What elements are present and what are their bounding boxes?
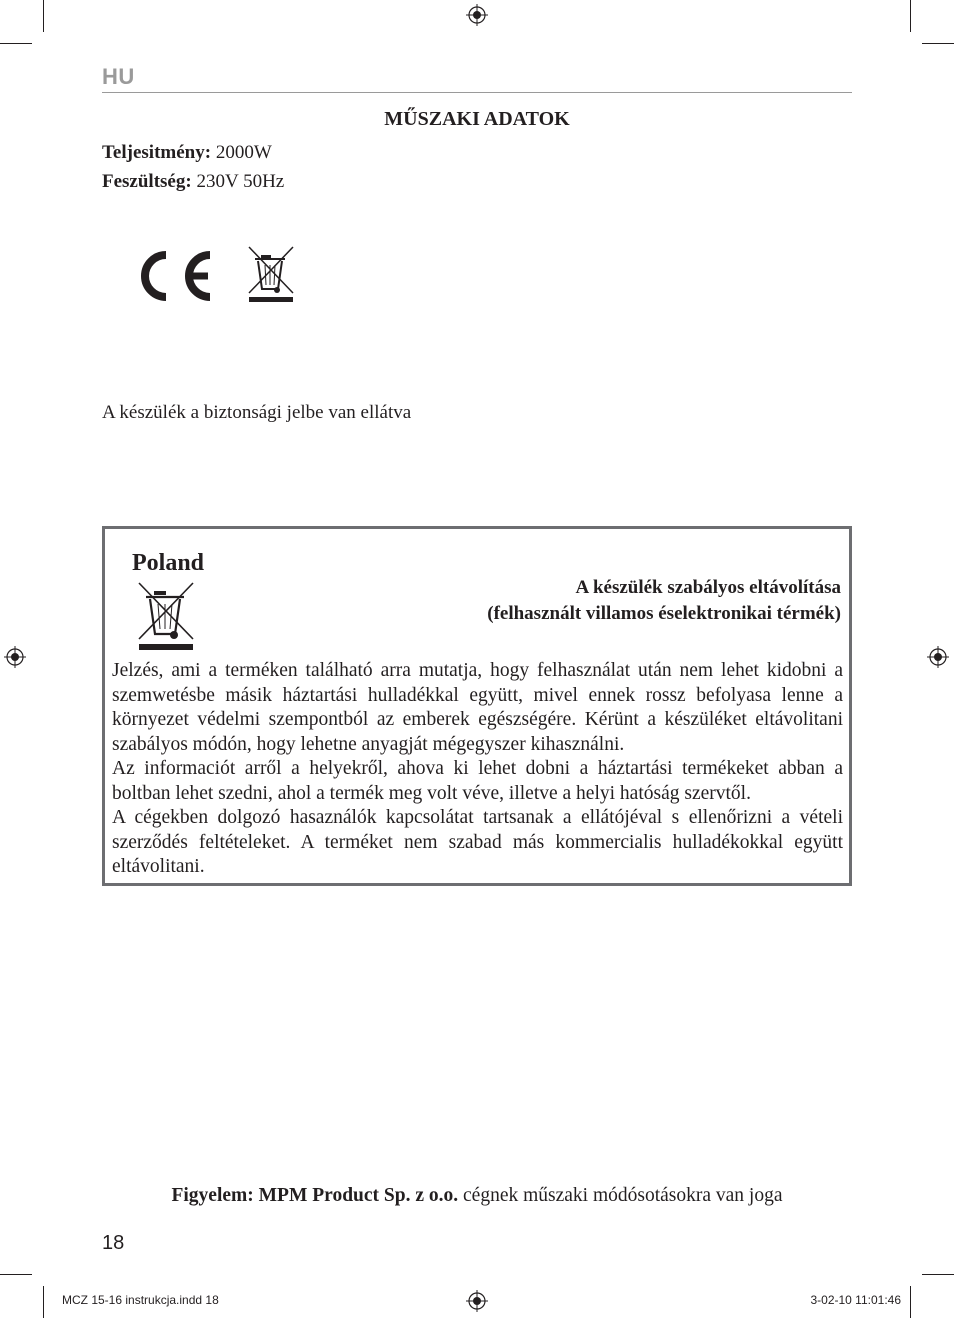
section-title: MŰSZAKI ADATOK	[384, 108, 570, 130]
crop-mark	[910, 0, 911, 32]
weee-bin-icon	[247, 245, 295, 303]
crop-mark	[922, 43, 954, 44]
ce-mark-icon	[132, 247, 218, 305]
spec-voltage	[102, 171, 284, 193]
weee-bin-icon	[137, 581, 195, 651]
safety-statement: A készülék a biztonsági jelbe van ellátva	[102, 402, 412, 423]
spec-label: Teljesitmény:	[102, 142, 212, 163]
country-label: Poland	[132, 550, 205, 576]
crop-mark	[0, 43, 32, 44]
language-code: HU	[102, 64, 135, 89]
disposal-body	[112, 659, 843, 880]
disposal-heading-line1: A készülék szabályos eltávolítása	[575, 577, 841, 598]
crop-mark	[43, 0, 44, 32]
notice-text: cégnek műszaki módósotásokra van joga	[458, 1185, 783, 1206]
crop-mark	[910, 1286, 911, 1318]
spec-power	[102, 142, 272, 164]
crop-mark	[43, 1286, 44, 1318]
spec-value: 2000W	[211, 142, 272, 163]
registration-mark-icon	[927, 646, 949, 668]
spec-value: 230V 50Hz	[191, 171, 285, 192]
header-rule	[102, 92, 852, 93]
crop-mark	[0, 1274, 32, 1275]
print-slug-timestamp: 3-02-10 11:01:46	[810, 1293, 901, 1307]
disposal-info-box	[102, 526, 852, 886]
registration-mark-icon	[4, 646, 26, 668]
registration-mark-icon	[466, 4, 488, 26]
manufacturer-notice	[0, 1185, 954, 1207]
disposal-paragraph: A cégekben dolgozó hasaználók kapcsolátat tartsanak a ellátójéval s ellenőrizni a vételi szerződés feltételeket. A terméket nem szabad más kommercialis hulladékokkal együtt eltávolitani.	[112, 807, 843, 877]
page-number: 18	[102, 1232, 125, 1254]
disposal-heading-line2: (felhasznált villamos éselektronikai térmék)	[487, 603, 841, 624]
crop-mark	[922, 1274, 954, 1275]
spec-label: Feszültség:	[102, 171, 192, 192]
disposal-paragraph: Az informaciót arről a helyekről, ahova ki lehet dobni a háztartási termékeket abban a boltban lehet szedni, ahol a termék meg volt véve, illetve a helyi hatóság szervtől.	[112, 758, 843, 804]
print-slug-filename: MCZ 15-16 instrukcja.indd 18	[62, 1293, 219, 1307]
disposal-heading	[487, 575, 841, 627]
registration-mark-icon	[466, 1290, 488, 1312]
disposal-paragraph: Jelzés, ami a terméken található arra mutatja, hogy felhasználat után nem lehet kidobni a szemwetésbe másik háztartási hulladékkal együtt, mivel ennek rossz befolyasa lenne a környezet védelmi szempontból az emberek egészségére. Kérünt a készüléket eltávolitani szabályos módón, hogy lehetne anyagját mégegyszer kihasználni.	[112, 660, 843, 755]
notice-bold: Figyelem: MPM Product Sp. z o.o.	[171, 1185, 459, 1206]
